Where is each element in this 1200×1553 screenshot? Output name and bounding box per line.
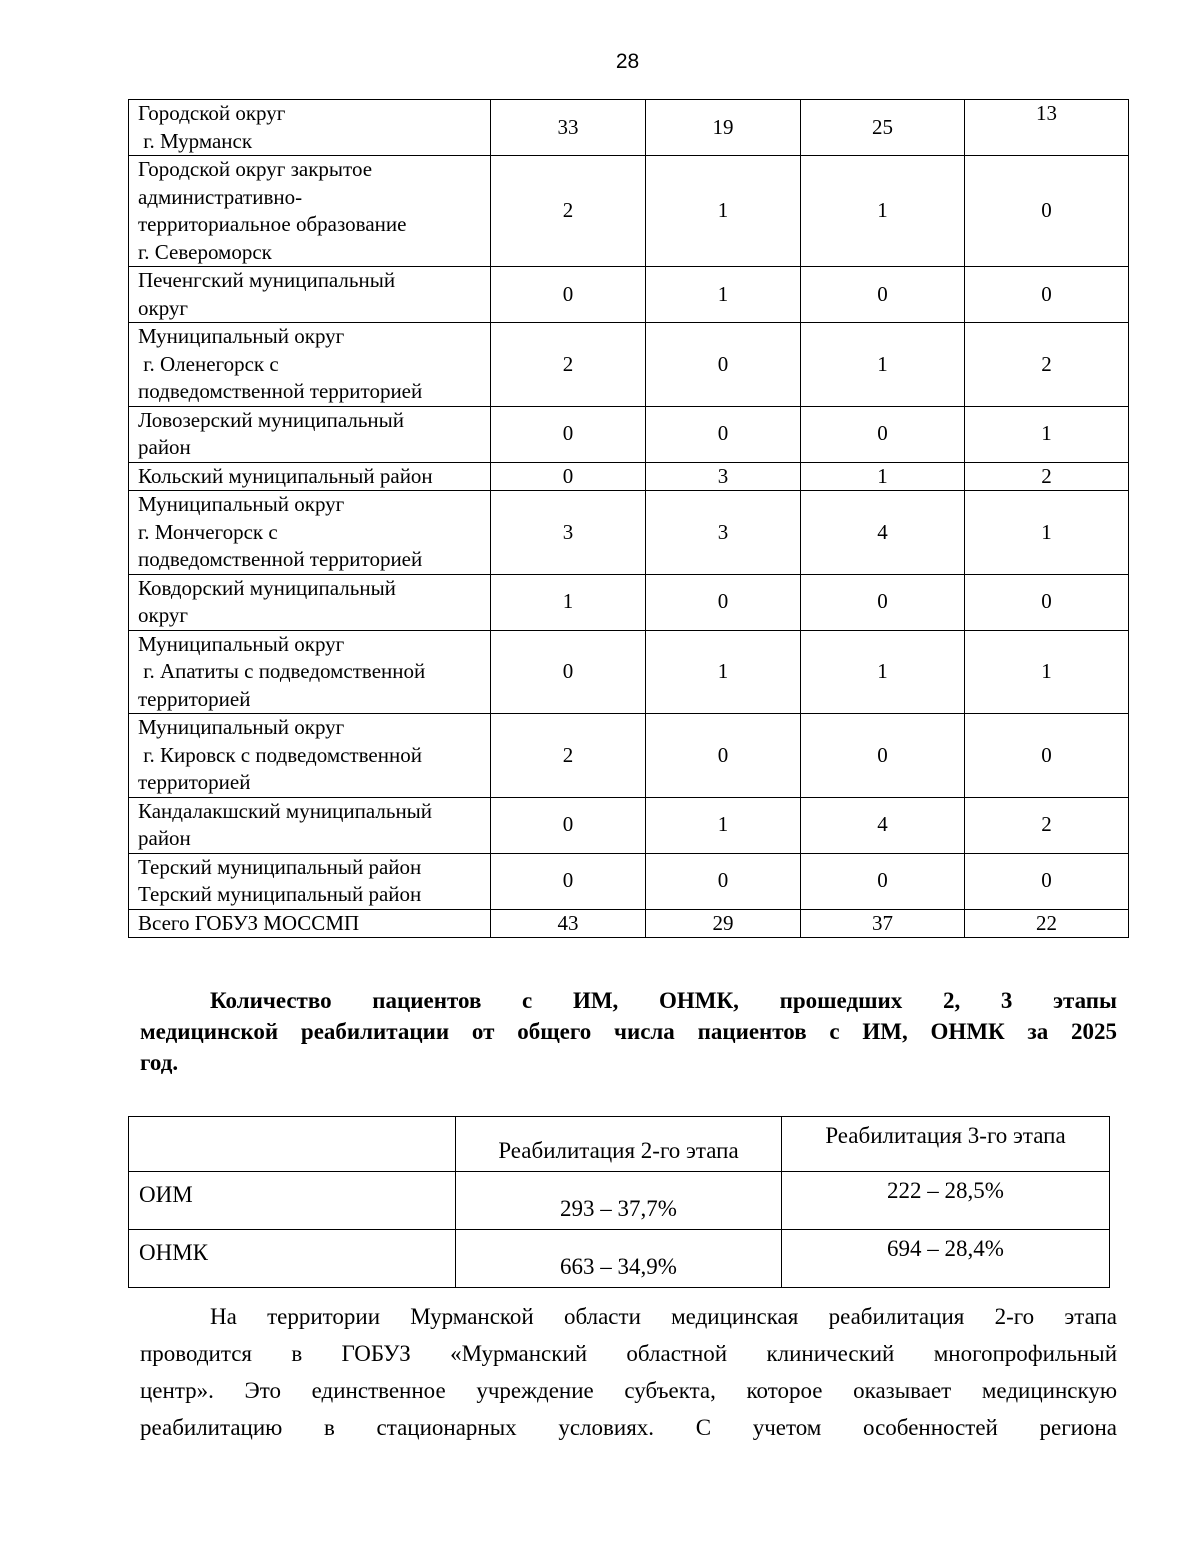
district-name-line: Муниципальный округ	[138, 324, 345, 348]
district-name-cell	[129, 630, 491, 714]
district-name-line: г. Оленегорск с	[138, 351, 279, 376]
district-name-line: Муниципальный округ	[138, 631, 345, 656]
district-name-line: г. Апатиты с подведомственной	[138, 659, 426, 683]
row-label: ОНМК	[129, 1230, 456, 1288]
value-cell: 0	[801, 574, 965, 630]
value-cell: 0	[801, 267, 965, 323]
district-name-line: район	[138, 826, 191, 850]
district-name-cell	[129, 323, 491, 407]
value-cell: 2	[965, 797, 1129, 853]
district-name-cell	[129, 909, 491, 938]
district-name-cell	[129, 406, 491, 462]
value-cell: 0	[965, 156, 1129, 267]
body-paragraph	[140, 1298, 1117, 1446]
header-cell-stage2: Реабилитация 2-го этапа	[456, 1117, 782, 1172]
table-row	[129, 156, 1129, 267]
table-row	[129, 406, 1129, 462]
heading-line: медицинской реабилитации от общего числа пациентов с ИМ, ОНМК за 2025	[140, 1019, 1117, 1044]
district-name-line: округ	[138, 295, 189, 320]
value-cell: 0	[646, 323, 801, 407]
district-name-cell	[129, 714, 491, 798]
district-name-line: подведомственной территорией	[138, 379, 423, 403]
value-cell: 1	[965, 491, 1129, 575]
district-name-cell	[129, 462, 491, 491]
district-name-cell	[129, 100, 491, 156]
value-cell: 2	[965, 323, 1129, 407]
table-row	[129, 630, 1129, 714]
value-cell: 2	[491, 156, 646, 267]
heading-line: год.	[140, 1050, 179, 1075]
table-row	[129, 1172, 1110, 1230]
district-name-line: г. Мончегорск с	[138, 519, 278, 544]
value-cell: 0	[646, 406, 801, 462]
value-cell: 1	[965, 630, 1129, 714]
value-cell: 1	[491, 574, 646, 630]
district-name-line: Муниципальный округ	[138, 492, 345, 516]
value-cell: 19	[646, 100, 801, 156]
value-cell: 3	[646, 491, 801, 575]
value-cell: 3	[646, 462, 801, 491]
header-cell-empty	[129, 1117, 456, 1172]
stage2-cell: 293 – 37,7%	[456, 1172, 782, 1230]
value-cell: 0	[491, 462, 646, 491]
value-cell: 2	[965, 462, 1129, 491]
table-row	[129, 491, 1129, 575]
district-name-line: г. Североморск	[138, 239, 272, 264]
district-table	[128, 99, 1129, 938]
table-row	[129, 909, 1129, 938]
district-name-line: Городской округ закрытое	[138, 157, 373, 181]
paragraph-line: На территории Мурманской области медицинская реабилитация 2-го этапа	[210, 1304, 1117, 1329]
table-row	[129, 1117, 1110, 1172]
district-name-line: территориальное образование	[138, 212, 407, 236]
district-name-line: г. Мурманск	[138, 128, 253, 153]
value-cell: 1	[646, 267, 801, 323]
district-name-cell	[129, 853, 491, 909]
value-cell: 0	[801, 853, 965, 909]
district-name-line: Всего ГОБУЗ МОССМП	[138, 910, 360, 935]
value-cell: 4	[801, 491, 965, 575]
value-cell: 2	[491, 714, 646, 798]
header-cell-stage3: Реабилитация 3-го этапа	[782, 1117, 1110, 1172]
district-name-line: Кольский муниципальный район	[138, 463, 433, 488]
value-cell: 4	[801, 797, 965, 853]
value-cell: 1	[801, 323, 965, 407]
district-name-line: Ловозерский муниципальный	[138, 407, 404, 432]
table-row	[129, 462, 1129, 491]
value-cell: 0	[491, 406, 646, 462]
value-cell: 0	[801, 406, 965, 462]
value-cell: 1	[646, 156, 801, 267]
table-row	[129, 797, 1129, 853]
section-heading	[140, 985, 1117, 1078]
heading-line: Количество пациентов с ИМ, ОНМК, прошедших 2, 3 этапы	[210, 988, 1117, 1013]
value-cell: 3	[491, 491, 646, 575]
stage3-cell: 694 – 28,4%	[782, 1230, 1110, 1288]
value-cell: 0	[965, 853, 1129, 909]
stage3-cell: 222 – 28,5%	[782, 1172, 1110, 1230]
value-cell: 0	[965, 574, 1129, 630]
value-cell: 1	[965, 406, 1129, 462]
value-cell: 0	[491, 853, 646, 909]
value-cell: 33	[491, 100, 646, 156]
table-row	[129, 1230, 1110, 1288]
value-cell: 1	[801, 630, 965, 714]
rehab-table	[128, 1116, 1110, 1288]
table-row	[129, 853, 1129, 909]
district-name-line: территорией	[138, 686, 251, 711]
value-cell: 0	[491, 630, 646, 714]
value-cell: 13	[965, 100, 1129, 156]
district-name-line: подведомственной территорией	[138, 547, 423, 571]
table-row	[129, 323, 1129, 407]
value-cell: 37	[801, 909, 965, 938]
value-cell: 0	[491, 797, 646, 853]
value-cell: 0	[646, 574, 801, 630]
value-cell: 0	[965, 714, 1129, 798]
value-cell: 1	[801, 156, 965, 267]
value-cell: 0	[801, 714, 965, 798]
value-cell: 43	[491, 909, 646, 938]
paragraph-line: реабилитацию в стационарных условиях. С учетом особенностей региона	[140, 1415, 1117, 1440]
value-cell: 0	[965, 267, 1129, 323]
table-row	[129, 714, 1129, 798]
district-name-line: г. Кировск с подведомственной	[138, 742, 422, 767]
table-row	[129, 267, 1129, 323]
district-name-line: Терский муниципальный район	[138, 882, 422, 906]
value-cell: 25	[801, 100, 965, 156]
district-name-line: Городской округ	[138, 101, 286, 125]
district-name-cell	[129, 267, 491, 323]
district-name-line: административно-	[138, 184, 303, 209]
value-cell: 2	[491, 323, 646, 407]
value-cell: 29	[646, 909, 801, 938]
table-row	[129, 574, 1129, 630]
row-label: ОИМ	[129, 1172, 456, 1230]
table-row	[129, 100, 1129, 156]
district-name-line: Терский муниципальный район	[138, 854, 422, 879]
district-name-cell	[129, 156, 491, 267]
district-name-cell	[129, 797, 491, 853]
page-number: 28	[615, 50, 640, 73]
paragraph-line: проводится в ГОБУЗ «Мурманский областной клинический многопрофильный	[140, 1341, 1117, 1366]
district-name-line: Ковдорский муниципальный	[138, 575, 396, 600]
district-name-cell	[129, 574, 491, 630]
district-name-line: район	[138, 435, 191, 459]
value-cell: 22	[965, 909, 1129, 938]
district-name-line: Муниципальный округ	[138, 715, 345, 739]
district-name-line: территорией	[138, 770, 251, 794]
value-cell: 1	[801, 462, 965, 491]
value-cell: 1	[646, 797, 801, 853]
value-cell: 0	[646, 853, 801, 909]
district-name-line: Печенгский муниципальный	[138, 268, 396, 292]
district-name-cell	[129, 491, 491, 575]
value-cell: 0	[646, 714, 801, 798]
district-name-line: округ	[138, 603, 189, 627]
stage2-cell: 663 – 34,9%	[456, 1230, 782, 1288]
district-name-line: Кандалакшский муниципальный	[138, 798, 433, 823]
paragraph-line: центр». Это единственное учреждение субъекта, которое оказывает медицинскую	[140, 1378, 1117, 1403]
value-cell: 1	[646, 630, 801, 714]
value-cell: 0	[491, 267, 646, 323]
